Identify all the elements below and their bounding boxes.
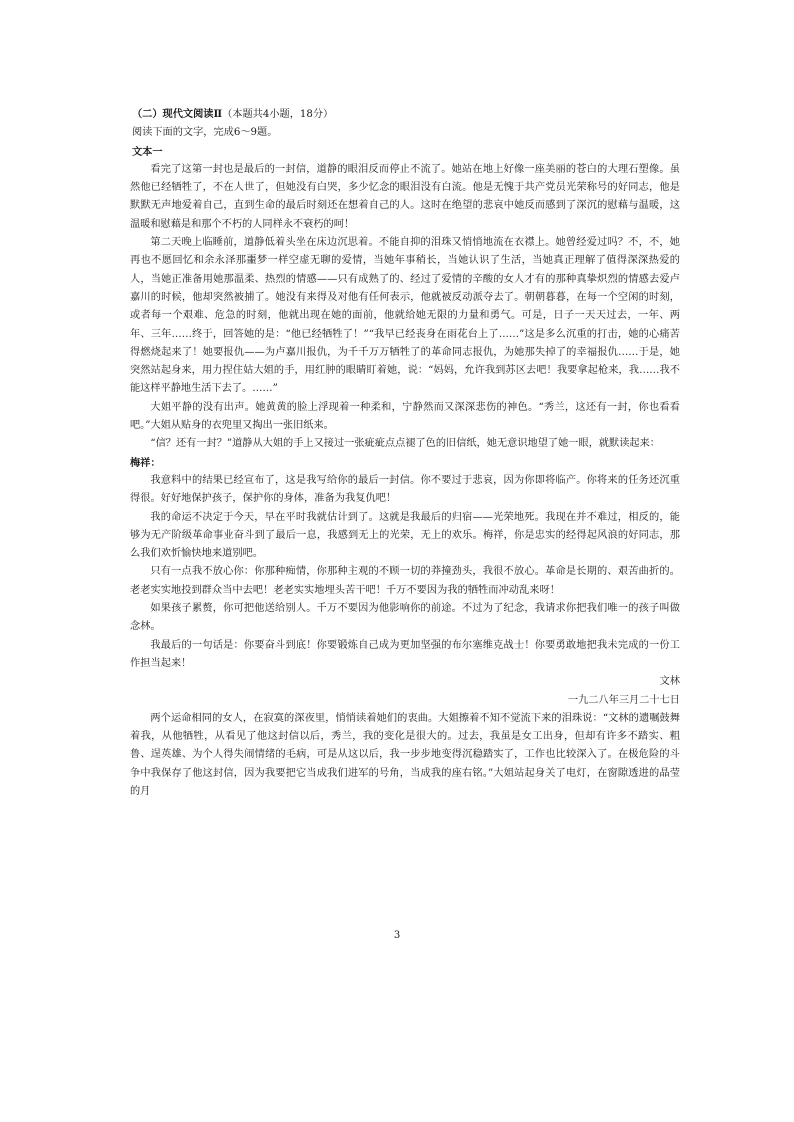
letter-signature: 文林 <box>659 676 680 688</box>
section-note: （本题共4小题，18分） <box>222 109 334 120</box>
letter-paragraph-4: 如果孩子累赘，你可把他送给别人。千万不要因为他影响你的前途。不过为了纪念，我请求你把我们唯一的孩子叫做念林。 <box>130 603 680 633</box>
paragraph-3: 大姐平静的没有出声。她黄黄的脸上浮现着一种柔和，宁静然而又深深悲伤的神色。“秀兰，这还有一封，你也看看吧。”大姐从贴身的衣兜里又掏出一张旧纸来。 <box>130 401 680 432</box>
paragraph-4: “信？还有一封？”道静从大姐的手上又接过一张疵疵点点褪了色的旧信纸，她无意识地望了她一眼，就默读起来： <box>150 438 660 450</box>
reading-instruction: 阅读下面的文字，完成6～9题。 <box>132 127 278 139</box>
letter-paragraph-1: 我意料中的结果已经宣布了，这是我写给你的最后一封信。你不要过于悲哀，因为你即将临产。你将来的任务还沉重得很。好好地保护孩子，保护你的身体，准备为我复仇吧！ <box>130 474 680 505</box>
paragraph-2: 第二天晚上临睡前，道静低着头坐在床边沉思着。不能自抑的泪珠又悄悄地流在衣襟上。她曾经爱过吗？不，不，她再也不愿回忆和余永泽那噩梦一样空虚无聊的爱情，当她年事稍长，当她认识了生活，当她真正理解了值得深深热爱的人，当她正准备用她那温柔、热烈的情感——只有成熟了的、经过了爱情的辛酸的女人才有的那种真挚炽烈的情感去爱卢嘉川的时候，他却突然被捕了。她没有来得及对他有任何表示，他就被反动派夺去了。朝朝暮暮，在每一个空闲的时刻，或者每一个艰难、危急的时刻，他就出现在她的面前，他就给她无限的力量和勇气。可是，日子一天天过去，一年、两年、三年……终于，回答她的是：“他已经牺牲了！”“我早已经丧身在雨花台上了……”这是多么沉重的打击，她的心痛苦得燃烧起来了！她要报仇——为卢嘉川报仇，为千千万万牺牲了的革命同志报仇，为她那失掉了的幸福报仇……于是，她突然站起身来，用力捏住姑大姐的手，用红肿的眼睛盯着她，说：“妈妈，允许我到苏区去吧！我要拿起枪来，我……我不能这样平静地生活下去了。……” <box>130 237 680 395</box>
text-label: 文本一 <box>132 145 163 158</box>
section-heading <box>130 105 680 124</box>
reading-passage <box>130 105 680 801</box>
letter-salutation: 梅祥： <box>130 456 161 469</box>
letter-paragraph-3: 只有一点我不放心你：你那种痴情，你那种主观的不顾一切的莽撞劲头，我很不放心。革命是长期的、艰苦曲折的。老老实实地投到群众当中去吧！老老实实地埋头苦干吧！千万不要因为我的牺牲而冲动乱来呀！ <box>130 566 680 596</box>
section-title: （二）现代文阅读Ⅱ <box>132 108 223 120</box>
letter-paragraph-5: 我最后的一句话是：你要奋斗到底！你要锻炼自己成为更加坚强的布尔塞维克战士！你要勇敢地把我未完成的一份工作担当起来！ <box>130 639 680 669</box>
closing-paragraph: 两个运命相同的女人，在寂寞的深夜里，悄悄读着她们的衷曲。大姐擦着不知不觉流下来的泪珠说：“文林的遗嘱鼓舞着我，从他牺牲，从看见了他这封信以后，秀兰，我的变化是很大的。过去，我虽是女工出身，但却有许多不踏实、粗鲁、逞英雄、为个人得失闹情绪的毛病，可是从这以后，我一步步地变得沉稳踏实了，工作也比较深入了。在极危险的斗争中我保存了他这封信，因为我要把它当成我们进军的号角，当成我的座右铭。”大姐站起身关了电灯，在窗隙透进的晶莹的月 <box>130 712 680 797</box>
paragraph-1: 看完了这第一封也是最后的一封信，道静的眼泪反而停止不流了。她站在地上好像一座美丽的苍白的大理石塑像。虽然他已经牺牲了，不在人世了，但她没有白哭，多少忆念的眼泪没有白流。他是无愧于共产党员光荣称号的好同志，他是默默无声地爱着自己，直到生命的最后时刻还在想着自己的人。这时在绝望的悲哀中她反而感到了深沉的慰藉与温暖，这温暖和慰藉是和那个不朽的人同样永不衰朽的呵！ <box>130 163 680 230</box>
letter-date: 一九二八年三月二十七日 <box>567 694 680 706</box>
page-number: 3 <box>393 930 401 941</box>
letter-paragraph-2: 我的命运不决定于今天，早在平时我就估计到了。这就是我最后的归宿——光荣地死。我现在并不难过，相反的，能够为无产阶级革命事业奋斗到了最后一息，我感到无上的光荣，无上的欢乐。梅祥，你是忠实的经得起风浪的好同志，那么我们欢忻愉快地来道别吧。 <box>130 511 680 560</box>
